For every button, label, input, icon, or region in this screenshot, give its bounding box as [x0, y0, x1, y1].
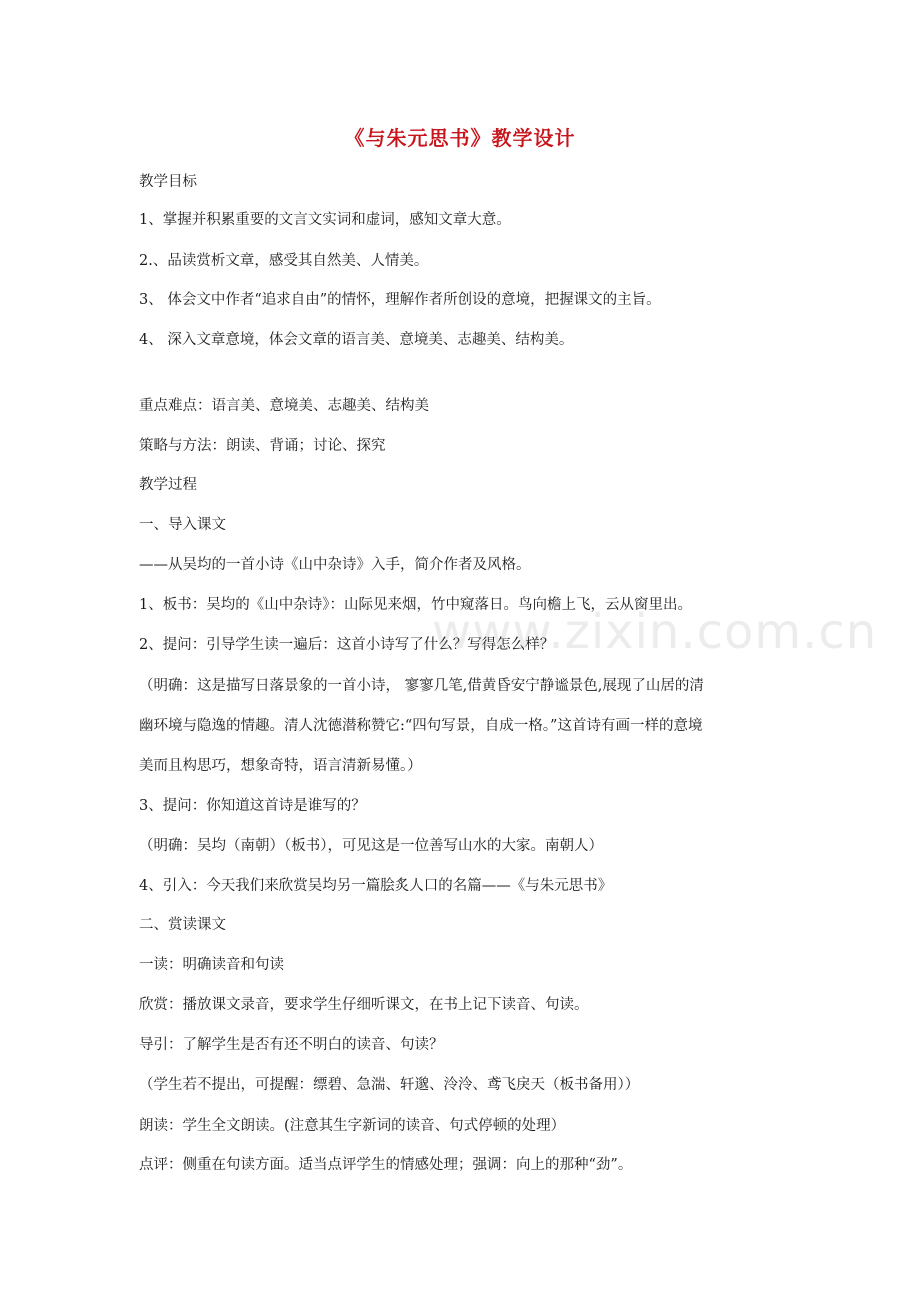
text-line: 策略与方法：朗读、背诵；讨论、探究 — [139, 438, 386, 454]
text-line: 3、提问：你知道这首诗是谁写的？ — [139, 798, 366, 814]
text-line: 欣赏：播放课文录音，要求学生仔细听课文，在书上记下读音、句读。 — [139, 997, 589, 1013]
text-line: 幽环境与隐逸的情趣。清人沈德潜称赞它:“四句写景，自成一格。”这首诗有画一样的意境 — [139, 718, 703, 734]
text-line: ——从吴均的一首小诗《山中杂诗》入手，简介作者及风格。 — [139, 557, 531, 573]
text-line: 教学过程 — [139, 477, 197, 493]
text-line: 朗读：学生全文朗读。(注意其生字新词的读音、句式停顿的处理） — [139, 1118, 566, 1134]
text-line: 教学目标 — [139, 174, 197, 190]
watermark: www.zixin.com.cn — [432, 604, 878, 660]
text-line: 一读：明确读音和句读 — [139, 957, 284, 973]
text-line: 二、赏读课文 — [139, 917, 226, 933]
text-line: 1、掌握并积累重要的文言文实词和虚词，感知文章大意。 — [139, 212, 511, 228]
text-line: 2、提问：引导学生读一遍后：这首小诗写了什么？写得怎么样？ — [139, 637, 555, 653]
text-line: 美而且构思巧，想象奇特，语言清新易懂。） — [139, 758, 422, 774]
text-line: 3、 体会文中作者“追求自由”的情怀，理解作者所创设的意境，把握课文的主旨。 — [139, 292, 661, 308]
text-line: （学生若不提出，可提醒：缥碧、急湍、轩邈、泠泠、鸢飞戾天（板书备用）） — [139, 1077, 640, 1093]
text-line: 点评：侧重在句读方面。适当点评学生的情感处理；强调：向上的那种“劲”。 — [139, 1157, 633, 1173]
text-line: 1、板书：吴均的《山中杂诗》：山际见来烟，竹中窥落日。鸟向檐上飞，云从窗里出。 — [139, 597, 692, 613]
text-line: （明确：这是描写日落景象的一首小诗， 寥寥几笔,借黄昏安宁静谧景色,展现了山居的清 — [139, 678, 704, 694]
text-line: 4、引入：今天我们来欣赏吴均另一篇脍炙人口的名篇——《与朱元思书》 — [139, 878, 613, 894]
text-line: 导引：了解学生是否有还不明白的读音、句读？ — [139, 1037, 444, 1053]
text-line: 2.、品读赏析文章，感受其自然美、人情美。 — [139, 253, 429, 269]
document-title: 《与朱元思书》教学设计 — [344, 126, 576, 150]
text-line: （明确：吴均（南朝）（板书），可见这是一位善写山水的大家。南朝人） — [139, 838, 603, 854]
text-line: 一、导入课文 — [139, 517, 226, 533]
text-line: 4、 深入文章意境，体会文章的语言美、意境美、志趣美、结构美。 — [139, 332, 574, 348]
text-line: 重点难点：语言美、意境美、志趣美、结构美 — [139, 398, 429, 414]
